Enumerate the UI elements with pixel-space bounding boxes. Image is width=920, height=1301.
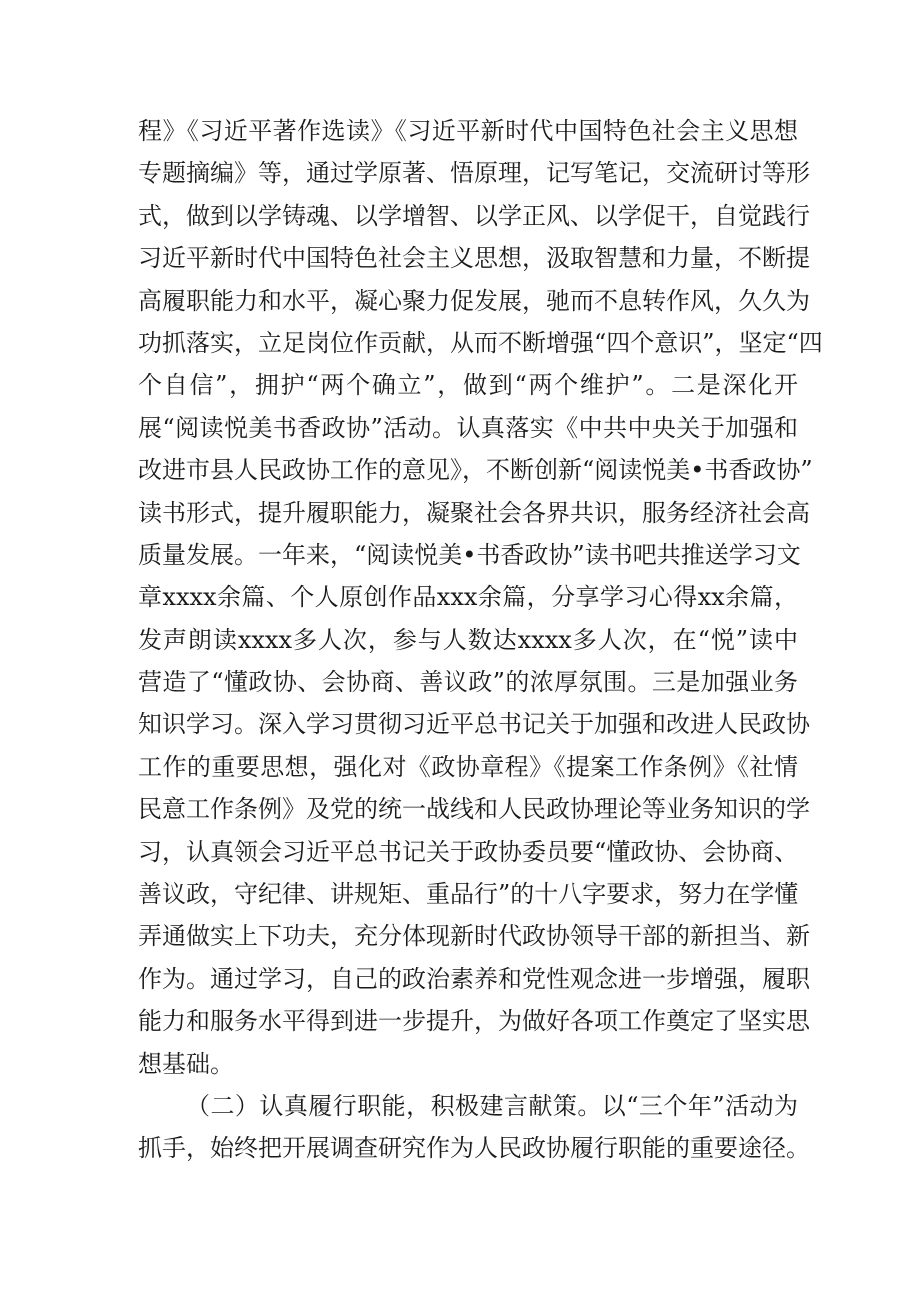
- text-line: 工作的重要思想，强化对《政协章程》《提案工作条例》《社情: [138, 752, 798, 781]
- text-line: 善议政，守纪律、讲规矩、重品行”的十八字要求，努力在学懂: [138, 880, 799, 909]
- text-line: 个自信”，拥护“两个确立”，做到“两个维护”。二是深化开: [138, 371, 798, 400]
- text-line: 知识学习。深入学习贯彻习近平总书记关于加强和改进人民政协: [138, 710, 810, 739]
- text-line: 展“阅读悦美书香政协”活动。认真落实《中共中央关于加强和: [138, 413, 798, 442]
- text-line: 章xxxx余篇、个人原创作品xxx余篇，分享学习心得xx余篇，: [138, 583, 798, 612]
- text-line: 质量发展。一年来，“阅读悦美•书香政协”读书吧共推送学习文: [138, 540, 801, 569]
- text-line: 改进市县人民政协工作的意见》，不断创新“阅读悦美•书香政协”: [138, 456, 813, 485]
- text-line: 营造了“懂政协、会协商、善议政”的浓厚氛围。三是加强业务: [138, 668, 798, 697]
- text-line: 习，认真领会习近平总书记关于政协委员要“懂政协、会协商、: [138, 837, 799, 866]
- text-line: 民意工作条例》及党的统一战线和人民政协理论等业务知识的学: [138, 795, 810, 824]
- body-text: [138, 110, 823, 1170]
- text-line: 读书形式，提升履职能力，凝聚社会各界共识，服务经济社会高: [138, 498, 810, 527]
- text-line: 习近平新时代中国特色社会主义思想，汲取智慧和力量，不断提: [138, 244, 810, 273]
- paragraph-heading-line: （二）认真履行职能，积极建言献策。以“三个年”活动为: [186, 1091, 798, 1120]
- text-line: 弄通做实上下功夫，充分体现新时代政协领导干部的新担当、新: [138, 922, 810, 951]
- text-line: 发声朗读xxxx多人次，参与人数达xxxx多人次，在“悦”读中: [138, 625, 798, 654]
- text-line: 抓手，始终把开展调查研究作为人民政协履行职能的重要途径。: [138, 1134, 810, 1163]
- text-line: 想基础。: [138, 1049, 234, 1078]
- text-line: 作为。通过学习，自己的政治素养和党性观念进一步增强，履职: [138, 964, 810, 993]
- text-line: 功抓落实，立足岗位作贡献，从而不断增强“四个意识”，坚定“四: [138, 328, 823, 357]
- text-line: 高履职能力和水平，凝心聚力促发展，驰而不息转作风，久久为: [138, 286, 810, 315]
- text-line: 专题摘编》等，通过学原著、悟原理，记写笔记，交流研讨等形: [138, 159, 810, 188]
- text-line: 程》《习近平著作选读》《习近平新时代中国特色社会主义思想: [138, 117, 798, 145]
- text-line: 式，做到以学铸魂、以学增智、以学正风、以学促干，自觉践行: [138, 201, 810, 230]
- text-line: 能力和服务水平得到进一步提升，为做好各项工作奠定了坚实思: [138, 1007, 810, 1036]
